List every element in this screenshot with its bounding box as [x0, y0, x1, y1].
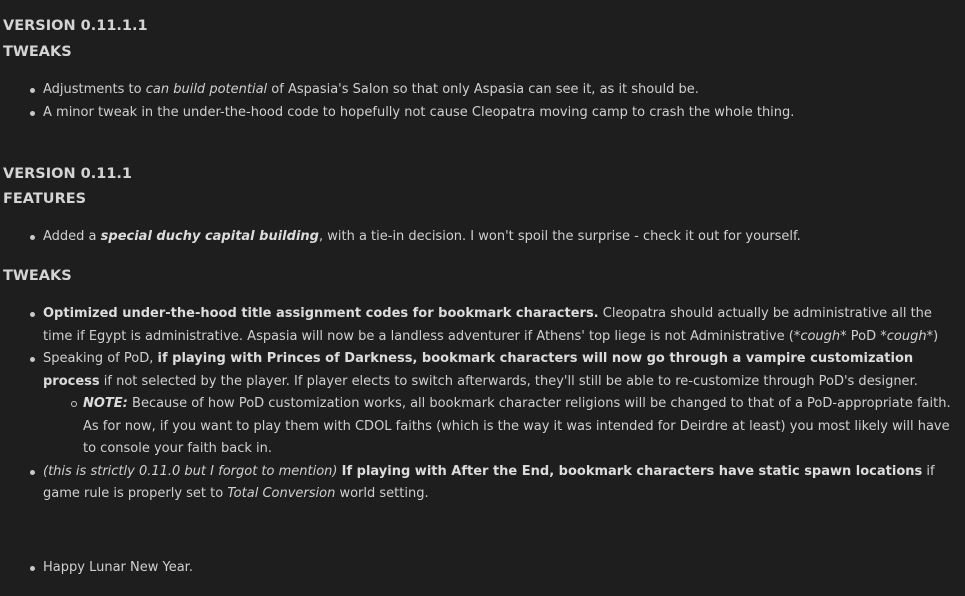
version-heading-0-11-1: VERSION 0.11.1 — [3, 166, 133, 182]
features-list — [0, 226, 962, 249]
tweaks-list-0-11-1-1 — [0, 79, 962, 124]
list-item: A minor tweak in the under-the-hood code to hopefully not cause Cleopatra moving camp to crash the whole thing. — [0, 102, 962, 125]
list-item: Speaking of PoD, if playing with Princes of Darkness, bookmark characters will now go through a vampire customization process if not selected by the player. If player elects to switch afterwards, they'll still be able to re-customize through PoD's designer. NOTE: Because of how PoD customization works, all bookmark character religions will be changed to that of a PoD-appropriate faith. As for now, if you want to play them with CDOL faiths (which is the way it was intended for Deirdre at least) you most likely will have to console your faith back in. — [0, 348, 962, 461]
features-heading: FEATURES — [3, 191, 87, 207]
list-item: Happy Lunar New Year. — [0, 557, 962, 580]
sub-list-item: NOTE: Because of how PoD customization works, all bookmark character religions will be changed to that of a PoD-appropriate faith. As for now, if you want to play them with CDOL faiths (which is the way it was intended for Deirdre at least) you most likely will have to console your faith back in. — [43, 393, 954, 461]
note-label: NOTE: — [83, 396, 128, 411]
closing-list — [0, 557, 962, 580]
list-item: Optimized under-the-hood title assignment codes for bookmark characters. Cleopatra should actually be administrative all the time if Egypt is administrative. Aspasia will now be a landless adventurer if Athens' top liege is not Administrative (*cough* PoD *cough*) — [0, 303, 962, 348]
tweaks-heading-0-11-1-1: TWEAKS — [3, 44, 72, 60]
tweaks-heading-0-11-1: TWEAKS — [3, 268, 72, 284]
list-item: (this is strictly 0.11.0 but I forgot to mention) If playing with After the End, bookmark characters have static spawn locations if game rule is properly set to Total Conversion world setting. — [0, 461, 962, 506]
list-item: Adjustments to can build potential of Aspasia's Salon so that only Aspasia can see it, as it should be. — [0, 79, 962, 102]
version-heading-0-11-1-1: VERSION 0.11.1.1 — [3, 18, 148, 34]
sub-list — [43, 393, 954, 461]
tweaks-list-0-11-1 — [0, 303, 962, 506]
list-item: Added a special duchy capital building, with a tie-in decision. I won't spoil the surprise - check it out for yourself. — [0, 226, 962, 249]
